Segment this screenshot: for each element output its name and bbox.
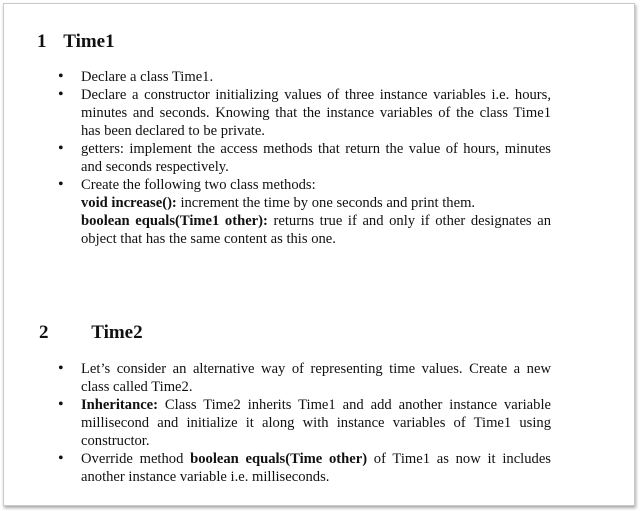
bullet-text: Declare a class Time1.: [81, 69, 214, 85]
list-item: [66, 360, 551, 396]
bullet-text: Let’s consider an alternative way of representing time values. Create a new class called Time2.: [81, 361, 551, 395]
list-item: [66, 450, 551, 486]
method-signature: void increase():: [81, 195, 177, 211]
bullet-label: Inheritance:: [81, 397, 159, 413]
method-equals: [81, 212, 551, 248]
bullet-text: Declare a constructor initializing values of three instance variables i.e. hours, minutes and seconds. Knowing that the instance variables of the class Time1 has been declared to be private.: [81, 87, 551, 139]
section-title: Time1: [63, 31, 115, 52]
list-item: [66, 86, 551, 140]
bullet-text: Override method: [81, 451, 191, 467]
method-signature: boolean equals(Time other): [190, 451, 368, 467]
list-item: [66, 396, 551, 450]
bullet-text: Create the following two class methods:: [81, 177, 316, 193]
list-item: [66, 68, 551, 86]
method-signature: boolean equals(Time1 other):: [81, 213, 268, 229]
bullet-text: Class Time2 inherits Time1 and add another instance variable millisecond and initialize it along with instance variables of Time1 using constructor.: [81, 397, 551, 449]
bullet-text: getters: implement the access methods that return the value of hours, minutes and seconds respectively.: [81, 141, 551, 175]
document-page: [3, 3, 635, 506]
list-item: [66, 140, 551, 176]
method-description: increment the time by one seconds and print them.: [176, 195, 476, 211]
section-number: 1: [37, 31, 47, 52]
section-heading-time1: [37, 31, 115, 53]
bullet-text: of Time1 as now it includes another instance variable i.e. milliseconds.: [81, 451, 551, 485]
method-description: returns true if and only if other designates an object that has the same content as this one.: [81, 213, 551, 247]
section-heading-time2: [39, 322, 143, 344]
list-item: [66, 176, 551, 248]
section-number: 2: [39, 322, 49, 343]
section-title: Time2: [91, 322, 143, 343]
method-increase: [81, 194, 551, 212]
section1-bullet-list: [66, 68, 551, 248]
section2-bullet-list: [66, 360, 551, 486]
